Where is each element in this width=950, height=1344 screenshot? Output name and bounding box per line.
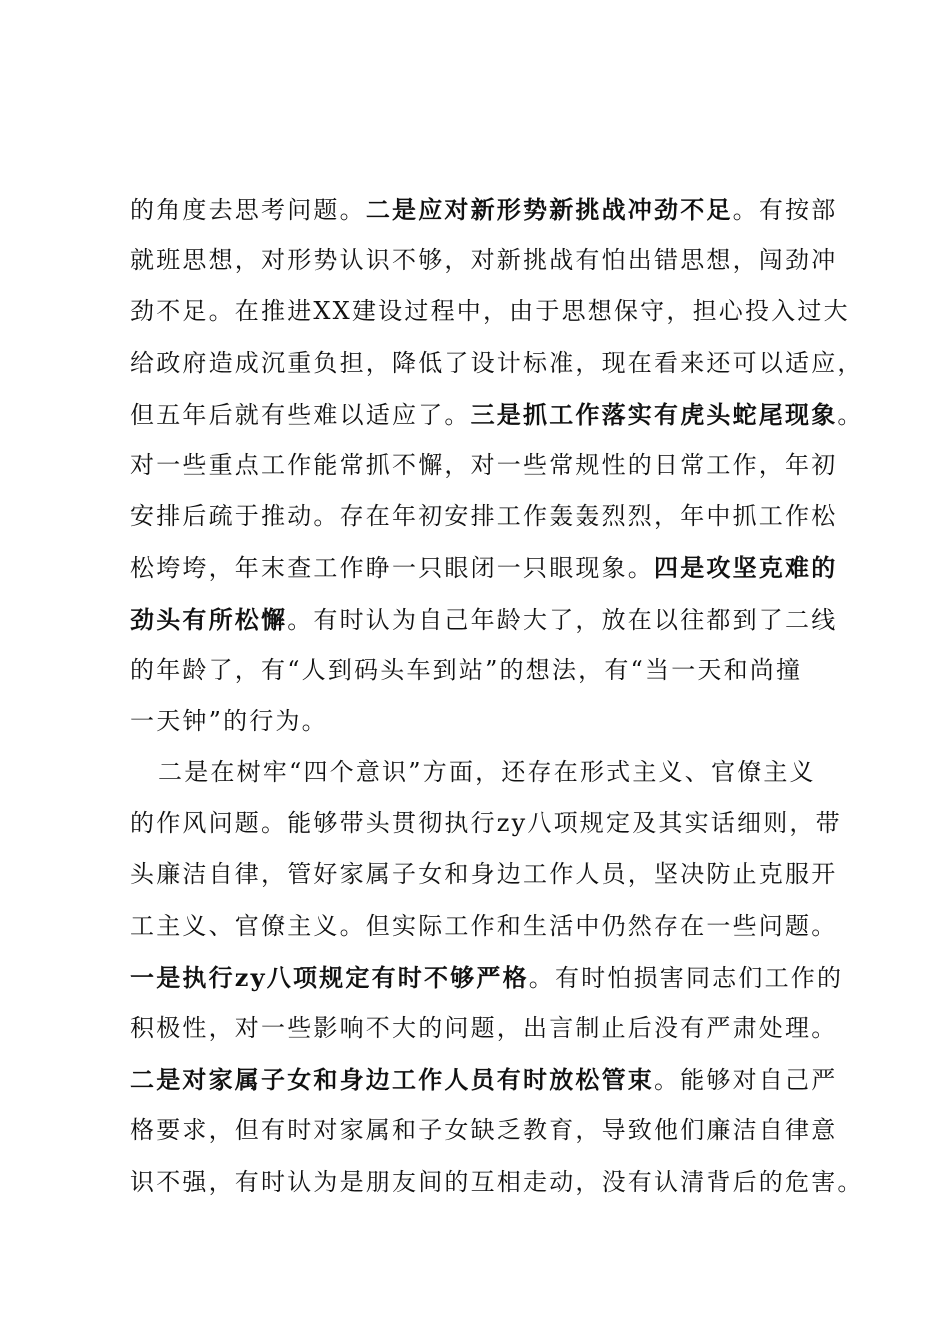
body-text: 积极性，对一些影响不大的问题，出言制止后没有严肃处理。 xyxy=(130,1014,838,1042)
text-line xyxy=(130,1054,842,1105)
text-line xyxy=(130,491,842,542)
body-text: 二是在树牢“四个意识”方面，还存在形式主义、官僚主义 xyxy=(158,758,816,787)
body-text: 安排后疏于推动。存在年初安排工作轰轰烈烈，年中抓工作松 xyxy=(130,502,838,531)
text-line xyxy=(130,747,842,798)
body-text: 的角度去思考问题。 xyxy=(130,196,366,224)
text-line xyxy=(130,952,842,1003)
body-text: 。有时怕损害同志们工作的 xyxy=(528,963,844,992)
text-line xyxy=(130,338,864,389)
bold-heading-phrase: 二是应对新形势新挑战冲劲不足 xyxy=(365,195,733,224)
body-text: 。能够对自己严 xyxy=(654,1066,838,1095)
text-line xyxy=(130,798,842,849)
body-text: 头廉洁自律，管好家属子女和身边工作人员，坚决防止克服开 xyxy=(130,860,838,889)
text-line xyxy=(130,542,842,593)
bold-heading-phrase: 二是对家属子女和身边工作人员有时放松管束 xyxy=(130,1065,654,1095)
text-line xyxy=(130,286,850,337)
body-text: 但五年后就有些难以适应了。 xyxy=(130,400,471,429)
text-line xyxy=(130,389,864,440)
body-text: 给政府造成沉重负担，降低了设计标准，现在看来还可以适应， xyxy=(130,348,864,377)
text-line xyxy=(130,440,842,491)
body-text: 就班思想，对形势认识不够，对新挑战有怕出错思想，闯劲冲 xyxy=(130,246,838,275)
text-line xyxy=(130,1003,842,1054)
text-line xyxy=(130,1105,842,1156)
text-line xyxy=(130,849,842,900)
document-body xyxy=(130,184,864,1208)
body-text: 的作风问题。能够带头贯彻执行zy八项规定及其实话细则，带 xyxy=(130,809,842,838)
body-text: 。 xyxy=(837,400,864,429)
text-line xyxy=(130,901,842,952)
body-text: 工主义、官僚主义。但实际工作和生活中仍然存在一些问题。 xyxy=(130,911,838,940)
text-line xyxy=(130,184,842,235)
body-text: 松垮垮，年末查工作睁一只眼闭一只眼现象。 xyxy=(130,554,654,583)
bold-heading-phrase: 劲头有所松懈 xyxy=(130,604,288,634)
body-text: 。有时认为自己年龄大了，放在以往都到了二线 xyxy=(287,605,838,634)
bold-heading-phrase: 三是抓工作落实有虎头蛇尾现象 xyxy=(470,399,838,429)
body-text: 对一些重点工作能常抓不懈，对一些常规性的日常工作，年初 xyxy=(130,450,838,479)
text-line xyxy=(130,696,842,747)
body-text: 识不强，有时认为是朋友间的互相走动，没有认清背后的危害。 xyxy=(130,1167,864,1196)
bold-heading-phrase: 一是执行zy八项规定有时不够严格 xyxy=(130,962,529,992)
body-text: 的年龄了，有“人到码头车到站”的想法，有“当一天和尚撞 xyxy=(130,655,803,684)
text-line xyxy=(130,645,842,696)
body-text: 一天钟”的行为。 xyxy=(130,706,328,735)
text-line xyxy=(130,594,842,645)
body-text: 。有按部 xyxy=(732,196,838,224)
body-text: 劲不足。在推进XX建设过程中，由于思想保守，担心投入过大 xyxy=(130,297,850,326)
body-text: 格要求，但有时对家属和子女缺乏教育，导致他们廉洁自律意 xyxy=(130,1116,838,1145)
text-line xyxy=(130,1157,864,1208)
text-line xyxy=(130,235,842,286)
bold-heading-phrase: 四是攻坚克难的 xyxy=(654,553,838,583)
